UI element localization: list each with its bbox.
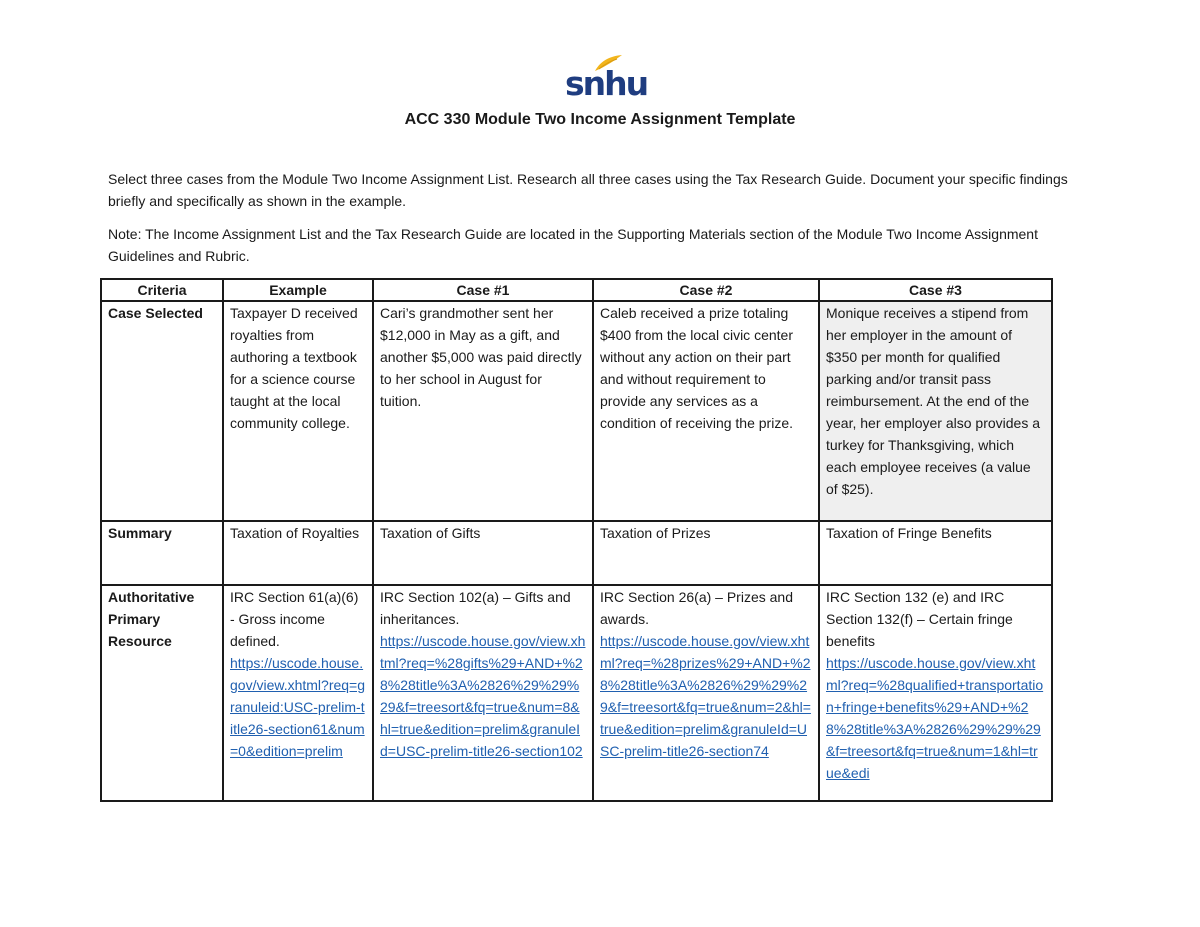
- snhu-logo: [565, 54, 648, 103]
- case1-resource-text: IRC Section 102(a) – Gifts and inheritances.: [380, 589, 571, 627]
- case1-resource-cell: [373, 585, 593, 801]
- table-row: [101, 585, 1052, 801]
- case2-resource-text: IRC Section 26(a) – Prizes and awards.: [600, 589, 793, 627]
- example-case-selected: Taxpayer D received royalties from authoring a textbook for a science course taught at the local community college.: [223, 301, 373, 521]
- example-summary: Taxation of Royalties: [223, 521, 373, 585]
- note-text: The Income Assignment List and the Tax Research Guide are located in the Supporting Materials section of the Module Two Income Assignment Guidelines and Rubric.: [108, 226, 1038, 264]
- case2-resource-link[interactable]: https://uscode.house.gov/view.xhtml?req=%28prizes%29+AND+%28%28title%3A%2826%29%29%29&f=treesort&fq=true&num=2&hl=true&edition=prelim&granuleId=USC-prelim-title26-section74: [600, 633, 811, 759]
- case3-resource-text: IRC Section 132 (e) and IRC Section 132(f) – Certain fringe benefits: [826, 589, 1013, 649]
- example-resource-text: IRC Section 61(a)(6) - Gross income defined.: [230, 589, 359, 649]
- header-case1: Case #1: [373, 279, 593, 301]
- intro-paragraph: Select three cases from the Module Two Income Assignment List. Research all three cases using the Tax Research Guide. Document your specific findings briefly and specifically as shown in the example.: [108, 171, 1068, 209]
- case2-resource-cell: [593, 585, 819, 801]
- case1-case-selected: Cari’s grandmother sent her $12,000 in May as a gift, and another $5,000 was paid directly to her school in August for tuition.: [373, 301, 593, 521]
- logo-text: snhu: [565, 64, 648, 103]
- case3-summary: Taxation of Fringe Benefits: [819, 521, 1052, 585]
- case1-resource-link[interactable]: https://uscode.house.gov/view.xhtml?req=%28gifts%29+AND+%28%28title%3A%2826%29%29%29&f=treesort&fq=true&num=8&hl=true&edition=prelim&granuleId=USC-prelim-title26-section102: [380, 633, 586, 759]
- case3-resource-cell: [819, 585, 1052, 801]
- assignment-table: [100, 278, 1053, 802]
- header-example: Example: [223, 279, 373, 301]
- table-row: [101, 521, 1052, 585]
- case1-summary: Taxation of Gifts: [373, 521, 593, 585]
- criteria-case-selected: Case Selected: [101, 301, 223, 521]
- example-resource-cell: [223, 585, 373, 801]
- criteria-summary: Summary: [101, 521, 223, 585]
- example-resource-link[interactable]: https://uscode.house.gov/view.xhtml?req=granuleid:USC-prelim-title26-section61&num=0&edition=prelim: [230, 655, 366, 759]
- header-case3: Case #3: [819, 279, 1052, 301]
- header-criteria: Criteria: [101, 279, 223, 301]
- criteria-authoritative-resource: Authoritative Primary Resource: [101, 585, 223, 801]
- header-case2: Case #2: [593, 279, 819, 301]
- page-title: ACC 330 Module Two Income Assignment Template: [404, 111, 796, 128]
- table-header-row: [101, 279, 1052, 301]
- table-row: [101, 301, 1052, 521]
- case2-case-selected: Caleb received a prize totaling $400 from the local civic center without any action on their part and without requirement to provide any services as a condition of receiving the prize.: [593, 301, 819, 521]
- case3-case-selected: Monique receives a stipend from her employer in the amount of $350 per month for qualified parking and/or transit pass reimbursement. At the end of the year, her employer also provides a turkey for Thanksgiving, which each employee receives (a value of $25).: [819, 301, 1052, 521]
- note-paragraph: [108, 223, 1088, 267]
- case2-summary: Taxation of Prizes: [593, 521, 819, 585]
- case3-resource-link[interactable]: https://uscode.house.gov/view.xhtml?req=%28qualified+transportation+fringe+benefits%29+AND+%28%28title%3A%2826%29%29%29&f=treesort&fq=true&num=1&hl=true&edi: [826, 655, 1044, 781]
- note-label: Note:: [108, 226, 142, 242]
